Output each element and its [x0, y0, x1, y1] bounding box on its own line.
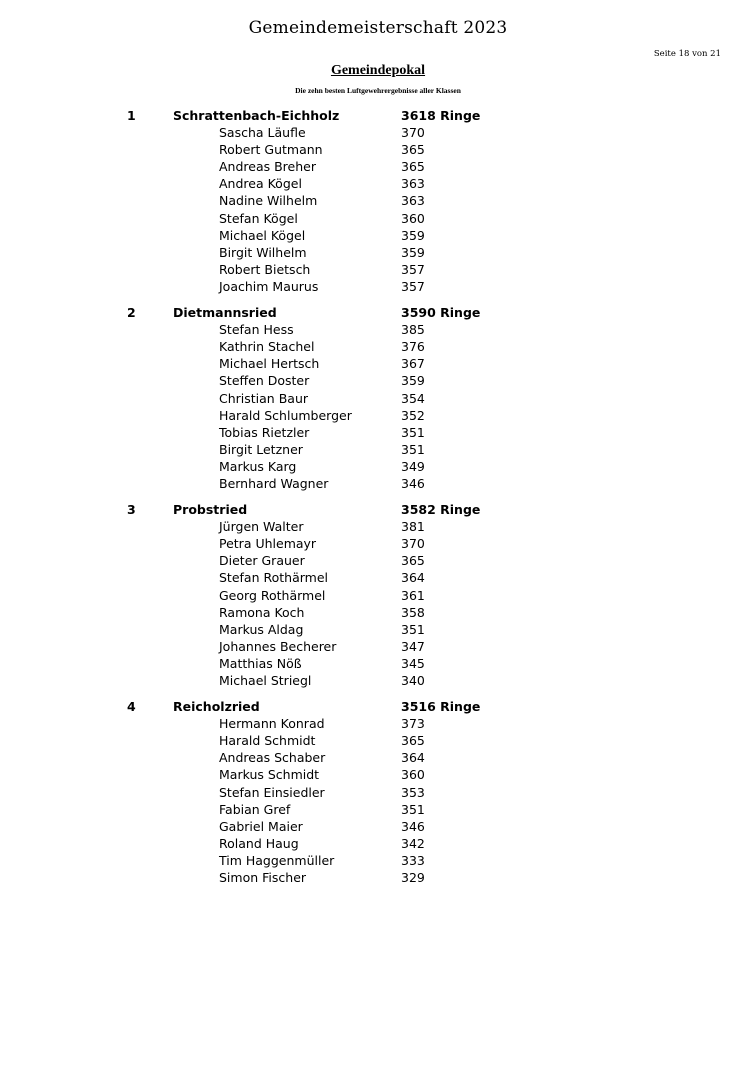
shooter-name: Markus Karg: [219, 458, 297, 474]
page-number: Seite 18 von 21: [653, 49, 721, 59]
shooter-name: Harald Schmidt: [219, 733, 316, 749]
shooter-row: [0, 766, 756, 783]
team-ranking-list: [0, 107, 756, 895]
shooter-row: [0, 535, 756, 552]
shooter-row: [0, 261, 756, 278]
team-block: [0, 107, 756, 295]
shooter-row: [0, 569, 756, 586]
team-rank: 3: [127, 502, 136, 518]
section-subtitle: Die zehn besten Luftgewehrergebnisse aller Klassen: [295, 86, 461, 95]
shooter-name: Tobias Rietzler: [219, 424, 310, 440]
team-header-row: [0, 107, 756, 124]
shooter-name: Kathrin Stachel: [219, 339, 315, 355]
shooter-row: [0, 801, 756, 818]
shooter-score: 360: [401, 767, 425, 783]
shooter-row: [0, 587, 756, 604]
shooter-row: [0, 604, 756, 621]
shooter-row: [0, 321, 756, 338]
shooter-row: [0, 192, 756, 209]
team-header-row: [0, 698, 756, 715]
shooter-row: [0, 210, 756, 227]
shooter-name: Stefan Hess: [219, 322, 294, 338]
shooter-name: Robert Gutmann: [219, 142, 323, 158]
shooter-score: 347: [401, 638, 425, 654]
shooter-row: [0, 141, 756, 158]
shooter-row: [0, 552, 756, 569]
shooter-score: 385: [401, 322, 425, 338]
shooter-name: Markus Aldag: [219, 621, 304, 637]
shooter-row: [0, 869, 756, 886]
shooter-score: 359: [401, 227, 425, 243]
team-name: Probstried: [173, 502, 248, 518]
shooter-row: [0, 475, 756, 492]
document-title: Gemeindemeisterschaft 2023: [248, 18, 508, 38]
shooter-row: [0, 784, 756, 801]
shooter-row: [0, 638, 756, 655]
shooter-score: 345: [401, 655, 425, 671]
team-block: [0, 501, 756, 689]
shooter-score: 358: [401, 604, 425, 620]
shooter-row: [0, 338, 756, 355]
shooter-score: 359: [401, 373, 425, 389]
shooter-score: 349: [401, 458, 425, 474]
shooter-name: Christian Baur: [219, 390, 309, 406]
shooter-name: Dieter Grauer: [219, 553, 305, 569]
shooter-score: 351: [401, 441, 425, 457]
shooter-score: 365: [401, 159, 425, 175]
shooter-row: [0, 372, 756, 389]
shooter-row: [0, 818, 756, 835]
shooter-name: Andreas Breher: [219, 159, 316, 175]
shooter-score: 363: [401, 193, 425, 209]
shooter-name: Roland Haug: [219, 835, 299, 851]
shooter-name: Michael Striegl: [219, 673, 312, 688]
shooter-name: Andrea Kögel: [219, 176, 302, 192]
shooter-score: 364: [401, 570, 425, 586]
team-total: 3590 Ringe: [401, 305, 481, 321]
shooter-name: Johannes Becherer: [219, 638, 337, 654]
shooter-row: [0, 749, 756, 766]
shooter-row: [0, 518, 756, 535]
shooter-name: Sascha Läufle: [219, 125, 306, 141]
shooter-row: [0, 407, 756, 424]
shooter-score: 370: [401, 536, 425, 552]
shooter-score: 365: [401, 733, 425, 749]
shooter-score: 360: [401, 210, 425, 226]
shooter-row: [0, 852, 756, 869]
shooter-name: Stefan Kögel: [219, 210, 298, 226]
team-name: Schrattenbach-Eichholz: [173, 108, 340, 123]
team-total: 3618 Ringe: [401, 108, 481, 123]
shooter-row: [0, 441, 756, 458]
shooter-row: [0, 732, 756, 749]
shooter-score: 351: [401, 621, 425, 637]
shooter-name: Matthias Nöß: [219, 655, 302, 671]
shooter-row: [0, 835, 756, 852]
shooter-score: 351: [401, 801, 425, 817]
shooter-row: [0, 158, 756, 175]
shooter-score: 370: [401, 125, 425, 141]
shooter-score: 367: [401, 356, 425, 372]
shooter-name: Steffen Doster: [219, 373, 310, 389]
shooter-name: Bernhard Wagner: [219, 475, 329, 491]
team-header-row: [0, 501, 756, 518]
shooter-name: Markus Schmidt: [219, 767, 320, 783]
shooter-score: 381: [401, 519, 425, 535]
shooter-name: Birgit Wilhelm: [219, 244, 307, 260]
team-name: Dietmannsried: [173, 305, 277, 321]
shooter-score: 357: [401, 278, 425, 294]
team-rank: 1: [127, 108, 136, 123]
shooter-score: 353: [401, 784, 425, 800]
shooter-name: Stefan Rothärmel: [219, 570, 328, 586]
shooter-score: 357: [401, 261, 425, 277]
shooter-name: Gabriel Maier: [219, 818, 303, 834]
shooter-name: Michael Kögel: [219, 227, 306, 243]
shooter-row: [0, 244, 756, 261]
shooter-name: Robert Bietsch: [219, 261, 311, 277]
shooter-row: [0, 424, 756, 441]
shooter-score: 340: [401, 673, 425, 688]
shooter-score: 333: [401, 852, 425, 868]
team-block: [0, 698, 756, 886]
shooter-row: [0, 458, 756, 475]
shooter-name: Hermann Konrad: [219, 716, 325, 732]
shooter-score: 364: [401, 750, 425, 766]
shooter-name: Petra Uhlemayr: [219, 536, 317, 552]
shooter-name: Michael Hertsch: [219, 356, 320, 372]
team-total: 3582 Ringe: [401, 502, 481, 518]
shooter-name: Fabian Gref: [219, 801, 291, 817]
shooter-row: [0, 621, 756, 638]
shooter-row: [0, 175, 756, 192]
shooter-score: 373: [401, 716, 425, 732]
shooter-row: [0, 227, 756, 244]
shooter-name: Harald Schlumberger: [219, 407, 352, 423]
shooter-row: [0, 390, 756, 407]
team-name: Reicholzried: [173, 699, 260, 715]
shooter-row: [0, 672, 756, 689]
shooter-score: 354: [401, 390, 425, 406]
shooter-score: 329: [401, 870, 425, 886]
shooter-score: 365: [401, 142, 425, 158]
shooter-name: Stefan Einsiedler: [219, 784, 325, 800]
shooter-name: Simon Fischer: [219, 870, 307, 886]
shooter-name: Joachim Maurus: [219, 278, 319, 294]
shooter-row: [0, 655, 756, 672]
shooter-score: 365: [401, 553, 425, 569]
team-header-row: [0, 304, 756, 321]
section-title: Gemeindepokal: [330, 63, 426, 78]
shooter-row: [0, 278, 756, 295]
shooter-name: Nadine Wilhelm: [219, 193, 318, 209]
team-total: 3516 Ringe: [401, 699, 481, 715]
shooter-score: 346: [401, 818, 425, 834]
shooter-score: 361: [401, 587, 425, 603]
shooter-name: Andreas Schaber: [219, 750, 326, 766]
shooter-name: Tim Haggenmüller: [219, 852, 335, 868]
shooter-score: 376: [401, 339, 425, 355]
shooter-score: 351: [401, 424, 425, 440]
shooter-row: [0, 124, 756, 141]
shooter-row: [0, 355, 756, 372]
shooter-name: Georg Rothärmel: [219, 587, 326, 603]
team-block: [0, 304, 756, 492]
shooter-row: [0, 715, 756, 732]
shooter-score: 359: [401, 244, 425, 260]
shooter-name: Ramona Koch: [219, 604, 305, 620]
shooter-name: Birgit Letzner: [219, 441, 303, 457]
shooter-score: 342: [401, 835, 425, 851]
shooter-score: 352: [401, 407, 425, 423]
shooter-name: Jürgen Walter: [219, 519, 304, 535]
shooter-score: 363: [401, 176, 425, 192]
team-rank: 4: [127, 699, 136, 715]
shooter-score: 346: [401, 475, 425, 491]
team-rank: 2: [127, 305, 136, 321]
